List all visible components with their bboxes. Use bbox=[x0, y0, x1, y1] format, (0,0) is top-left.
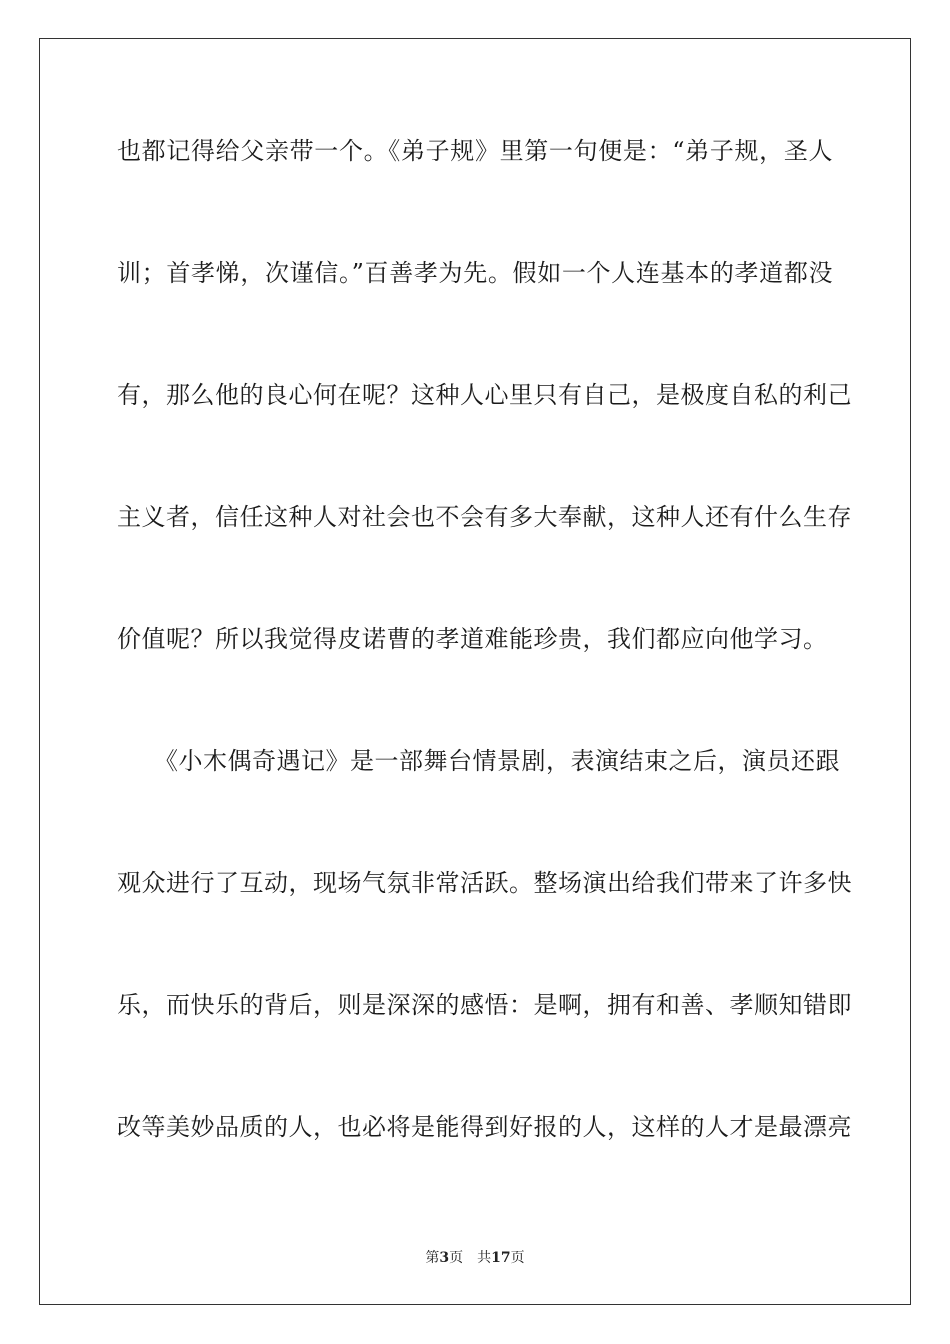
text-line-1: 也都记得给父亲带一个。《弟子规》里第一句便是：“弟子规，圣人 bbox=[117, 137, 833, 165]
page-prefix: 第 bbox=[425, 1250, 440, 1266]
text-line-9: 改等美妙品质的人，也必将是能得到好报的人，这样的人才是最漂亮 bbox=[117, 1113, 852, 1141]
text-line-5: 价值呢？所以我觉得皮诺曹的孝道难能珍贵，我们都应向他学习。 bbox=[117, 625, 828, 653]
page-suffix: 页 bbox=[449, 1250, 464, 1266]
text-line-7: 观众进行了互动，现场气氛非常活跃。整场演出给我们带来了许多快 bbox=[117, 869, 852, 897]
page-footer bbox=[0, 1248, 950, 1268]
text-line-8: 乐，而快乐的背后，则是深深的感悟：是啊，拥有和善、孝顺知错即 bbox=[117, 991, 852, 1019]
text-line-2: 训；首孝悌，次谨信。”百善孝为先。假如一个人连基本的孝道都没 bbox=[117, 259, 833, 287]
text-line-3: 有，那么他的良心何在呢？这种人心里只有自己，是极度自私的利己 bbox=[117, 381, 852, 409]
page-number: 3 bbox=[439, 1250, 450, 1266]
total-suffix: 页 bbox=[510, 1250, 525, 1266]
total-prefix: 共 bbox=[477, 1250, 492, 1266]
text-line-4: 主义者，信任这种人对社会也不会有多大奉献，这种人还有什么生存 bbox=[117, 503, 852, 531]
total-pages: 17 bbox=[491, 1250, 511, 1266]
text-line-6: 《小木偶奇遇记》是一部舞台情景剧，表演结束之后，演员还跟 bbox=[117, 747, 840, 775]
